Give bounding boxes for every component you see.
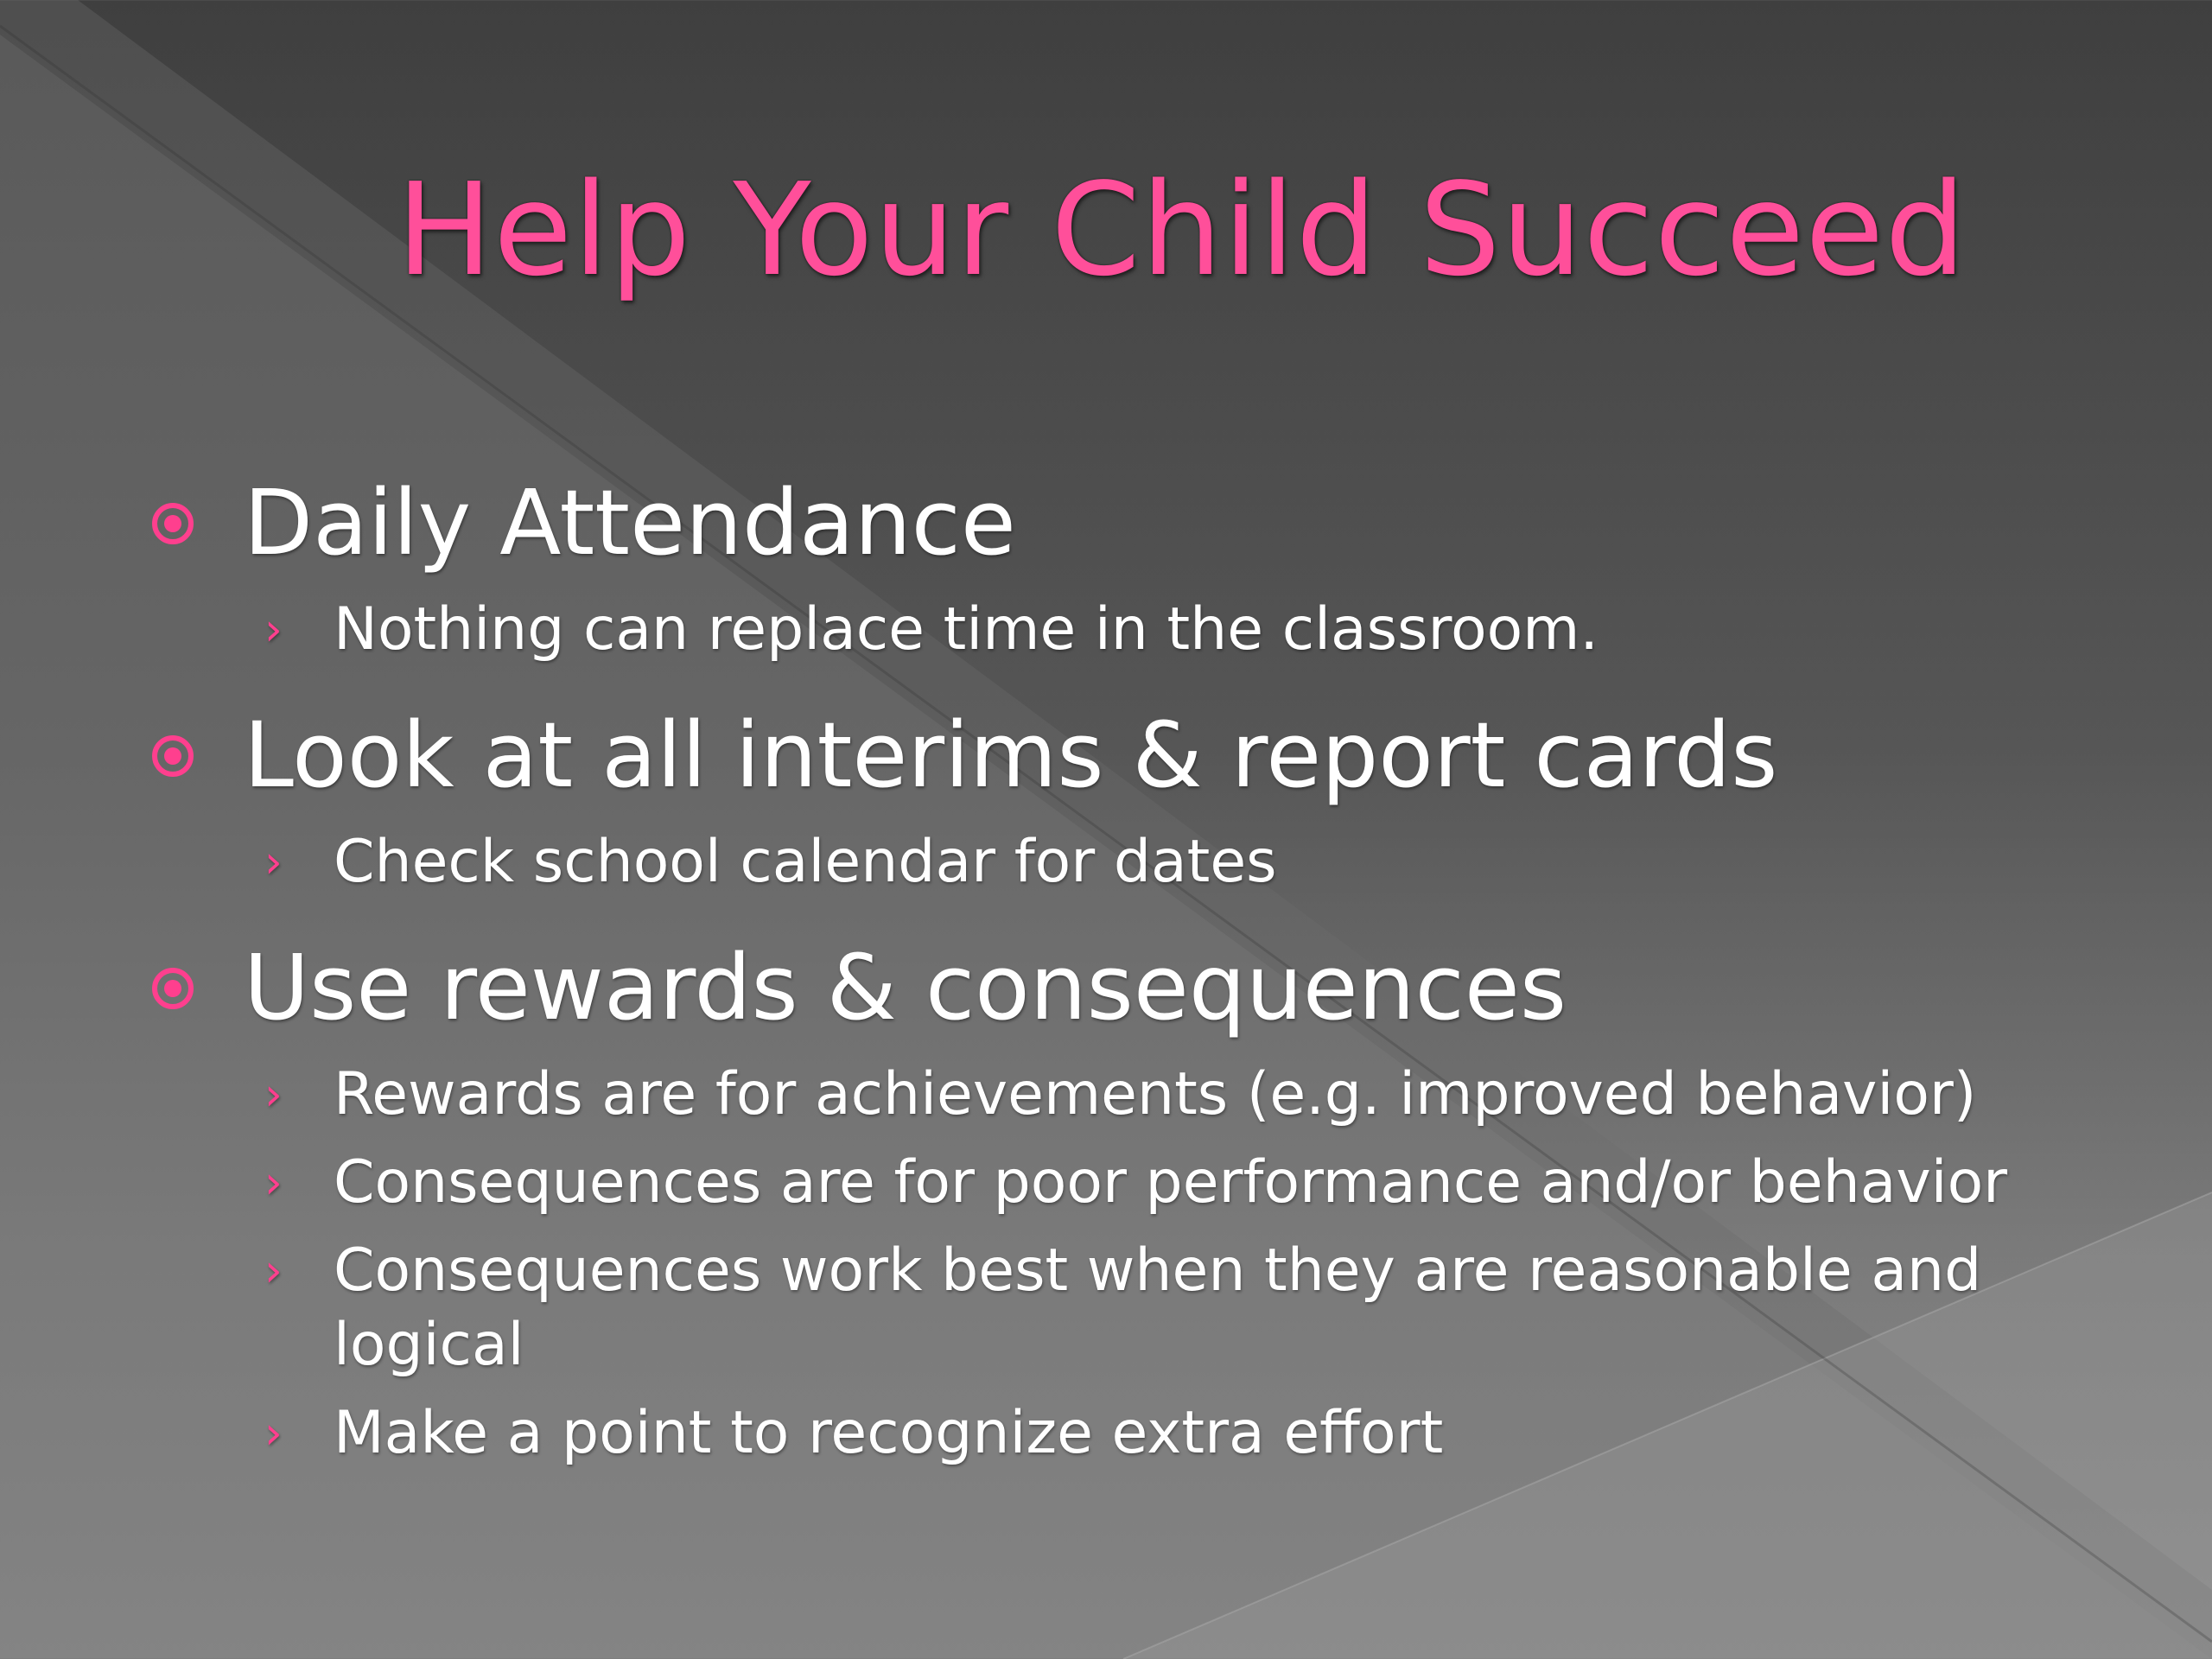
chevron-right-icon: › — [264, 1245, 283, 1297]
sub-bullet-text: Make a point to recognize extra effort — [334, 1399, 1444, 1467]
bullet-daily-attendance — [152, 467, 2139, 579]
bullet-text: Look at all interims & report cards — [244, 702, 1778, 808]
sub-bullet — [264, 1234, 2105, 1382]
sub-bullet-text: Consequences are for poor performance and/or behavior — [334, 1148, 2008, 1217]
sub-bullet — [264, 593, 2139, 667]
sub-bullet — [264, 1146, 2139, 1220]
sub-list — [152, 593, 2139, 667]
bullet-interims-report-cards — [152, 699, 2139, 811]
sub-bullet-text: Consequences work best when they are reasonable and logical — [334, 1236, 1982, 1379]
sub-bullet — [264, 1058, 2139, 1132]
sub-bullet-text: Nothing can replace time in the classroom. — [334, 595, 1599, 664]
chevron-right-icon: › — [264, 1069, 283, 1121]
chevron-right-icon: › — [264, 1157, 283, 1209]
sub-bullet — [264, 825, 2139, 899]
chevron-right-icon: › — [264, 1408, 283, 1459]
chevron-right-icon: › — [264, 604, 283, 656]
bullet-rewards-consequences — [152, 931, 2139, 1044]
bullet-circle-icon — [152, 968, 194, 1009]
bullet-circle-icon — [152, 735, 194, 777]
sub-bullet-text: Check school calendar for dates — [334, 828, 1277, 896]
bullet-circle-icon — [152, 503, 194, 544]
bullet-text: Daily Attendance — [244, 470, 1016, 575]
chevron-right-icon: › — [264, 836, 283, 888]
slide-title: Help Your Child Succeed — [396, 156, 1967, 304]
sub-list — [152, 1058, 2139, 1471]
bullet-text: Use rewards & consequences — [244, 935, 1567, 1040]
slide-content — [152, 467, 2139, 1471]
sub-bullet — [264, 1396, 2139, 1471]
sub-bullet-text: Rewards are for achievements (e.g. improved behavior) — [334, 1060, 1977, 1128]
sub-list — [152, 825, 2139, 899]
